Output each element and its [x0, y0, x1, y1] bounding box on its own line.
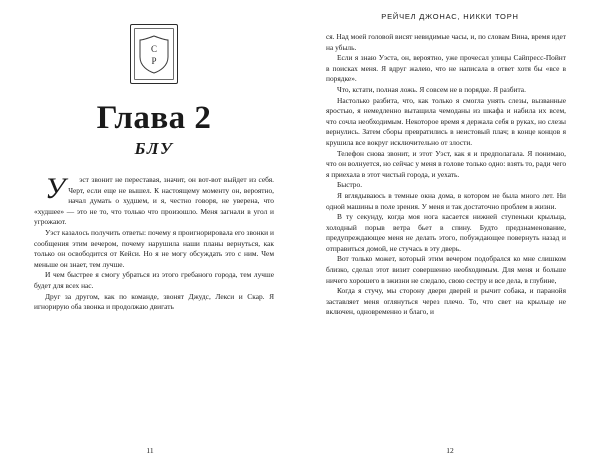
chapter-subtitle: БЛУ	[134, 139, 174, 158]
svg-text:Р: Р	[151, 56, 157, 66]
paragraph-text: эст звонит не переставая, значит, он вот-вот выйдет из себя. Черт, если еще не вышел. К настоящему моменту он, вероятно, начал думать о худшем, и я, честно говоря, не уверена, что «худшее» — это не то, что только что произошло. Меня загнали в угол и угрожают.	[34, 175, 274, 227]
paragraph: Вот только может, который этим вечером подобрался ко мне слишком близко, сделал этот визит совершенно необходимым. Для меня и больше ничего хорошего в эжизни не следало, свою сестру и все дела, в глубине,	[326, 254, 566, 285]
paragraph-with-dropcap	[34, 172, 274, 228]
ornament-inner-rule	[134, 28, 174, 80]
right-page	[300, 0, 600, 465]
paragraph: Телефон снова звонит, и этот Уэст, как я и предполагала. Я понимаю, что он волнуется, но сейчас у меня в голове только одно: взять то, ради чего я приехала в этот чистый города, и уехать.	[326, 148, 567, 179]
paragraph: В ту секунду, когда моя нога касается нижней ступеньки крыльца, холодный порыв ветра бьет в спину. Будто предзнаменование, предупреждающее меня не делать этого, побуждающее повернуть назад и отправиться домой, не стучась в эту дверь.	[326, 212, 566, 253]
svg-text:С: С	[150, 44, 158, 54]
paragraph: Настолько разбита, что, как только я смогла унять слезы, вызванные яростью, я немедленно вытащила чемоданы из шкафа и набила их всем, что сочла необходимым. Некоторое время я держала себя в руках, но слезы вернулись. Затем сборы превратились в неистовый плач; в конце концов я крушила все вокруг исключительно от злости.	[326, 95, 566, 147]
paragraph: Если я знаю Уэста, он, вероятно, уже прочесал улицы Сайпресс-Пойнт в поисках меня. Я вдруг жалею, что не написала в ответ хотя бы «все в порядке».	[326, 53, 566, 84]
paragraph: Быстро.	[337, 180, 363, 190]
running-head: РЕЙЧЕЛ ДЖОНАС, НИККИ ТОРН	[381, 12, 519, 21]
page-number-left: 11	[146, 446, 154, 455]
paragraph: Когда я стучу, мы сторону двери дверей и рычит собака, и паранойя заставляет меня оглянуться через плечо. То, что свет на крыльце не включен, одновременно и благо, и	[326, 286, 566, 317]
paragraph: И чем быстрее я смогу убраться из этого гребаного города, тем лучше будет для всех нас.	[34, 270, 274, 290]
paragraph: Я вглядываюсь в темные окна дома, в котором не была много лет. Ни одной машины в поле зрения. У меня и так достаточно проблем в жизни.	[326, 190, 566, 211]
paragraph: Уэст казалось получить ответы: почему я проигнорировала его звонки и сообщения этим вечером, почему нарушила наши планы вернуться, как только он освободится от Кейси. Но я не могу обсуждать это с ним. Чем меньше он знает, тем лучше.	[34, 227, 274, 269]
chapter-title: Глава 2	[96, 100, 212, 136]
right-page-body	[326, 32, 566, 318]
paragraph-continued: ся. Над моей головой висят невидимые часы, и, по словам Вина, время идет на убыль.	[326, 32, 566, 52]
publisher-logo-icon	[130, 24, 178, 84]
chapter-ornament-wrap	[34, 24, 274, 84]
left-page-body	[34, 172, 274, 313]
drop-cap-letter: У	[45, 172, 66, 205]
paragraph: Что, кстати, полная ложь. Я совсем не в порядке. Я разбита.	[337, 84, 526, 94]
paragraph: Друг за другом, как по команде, звонят Джудс, Лекси и Скар. Я игнорирую оба звонка и продолжаю двигать	[34, 291, 274, 312]
page-number-right: 12	[446, 446, 454, 455]
